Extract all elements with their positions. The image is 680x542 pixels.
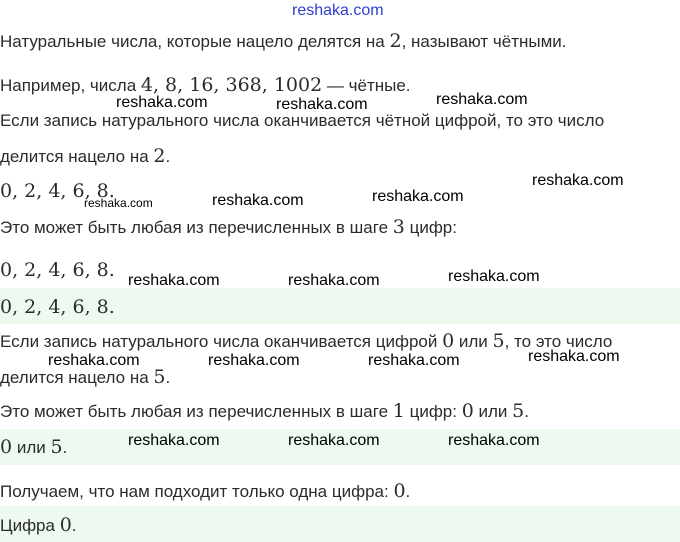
digits-list: 0, 2, 4, 6, 8. [0,259,115,281]
watermark: reshaka.com [116,94,208,111]
watermark: reshaka.com [128,272,220,289]
watermark: reshaka.com [208,352,300,369]
definition-line: Натуральные числа, которые нацело делятся на 2, называют чётными. [0,30,567,52]
rule-five-line-1: Если запись натурального числа оканчивается цифрой 0 или 5, то это число [0,330,613,352]
watermark: reshaka.com [288,272,380,289]
watermark: reshaka.com [368,352,460,369]
watermark: reshaka.com [48,352,140,369]
rule-even-line-2: делится нацело на 2. [0,145,171,167]
answer-digits: 0, 2, 4, 6, 8. [0,296,115,318]
watermark: reshaka.com [84,196,153,210]
watermark: reshaka.com [276,96,368,113]
final-answer: Цифра 0. [0,514,77,536]
watermark: reshaka.com [128,432,220,449]
watermark: reshaka.com [212,192,304,209]
watermark: reshaka.com [372,188,464,205]
site-brand[interactable]: reshaka.com [292,2,384,19]
watermark: reshaka.com [448,432,540,449]
rule-even-line-1: Если запись натурального числа оканчивается чётной цифрой, то это число [0,111,605,130]
answer-band-zero [0,506,680,542]
watermark: reshaka.com [436,91,528,108]
even-digits-list: 0, 2, 4, 6, 8. [0,180,115,202]
rule-five-line-2: делится нацело на 5. [0,366,171,388]
watermark: reshaka.com [288,432,380,449]
watermark: reshaka.com [532,172,624,189]
example-line: Например, числа 4, 8, 16, 368, 1002 — чётные. [0,74,411,96]
watermark: reshaka.com [448,268,540,285]
step-3-line: Это может быть любая из перечисленных в шаге 3 цифр: [0,216,457,238]
conclusion-line: Получаем, что нам подходит только одна цифра: 0. [0,480,411,502]
step-1-line: Это может быть любая из перечисленных в шаге 1 цифр: 0 или 5. [0,400,529,422]
watermark: reshaka.com [528,348,620,365]
answer-zero-or-five: 0 или 5. [0,436,68,458]
